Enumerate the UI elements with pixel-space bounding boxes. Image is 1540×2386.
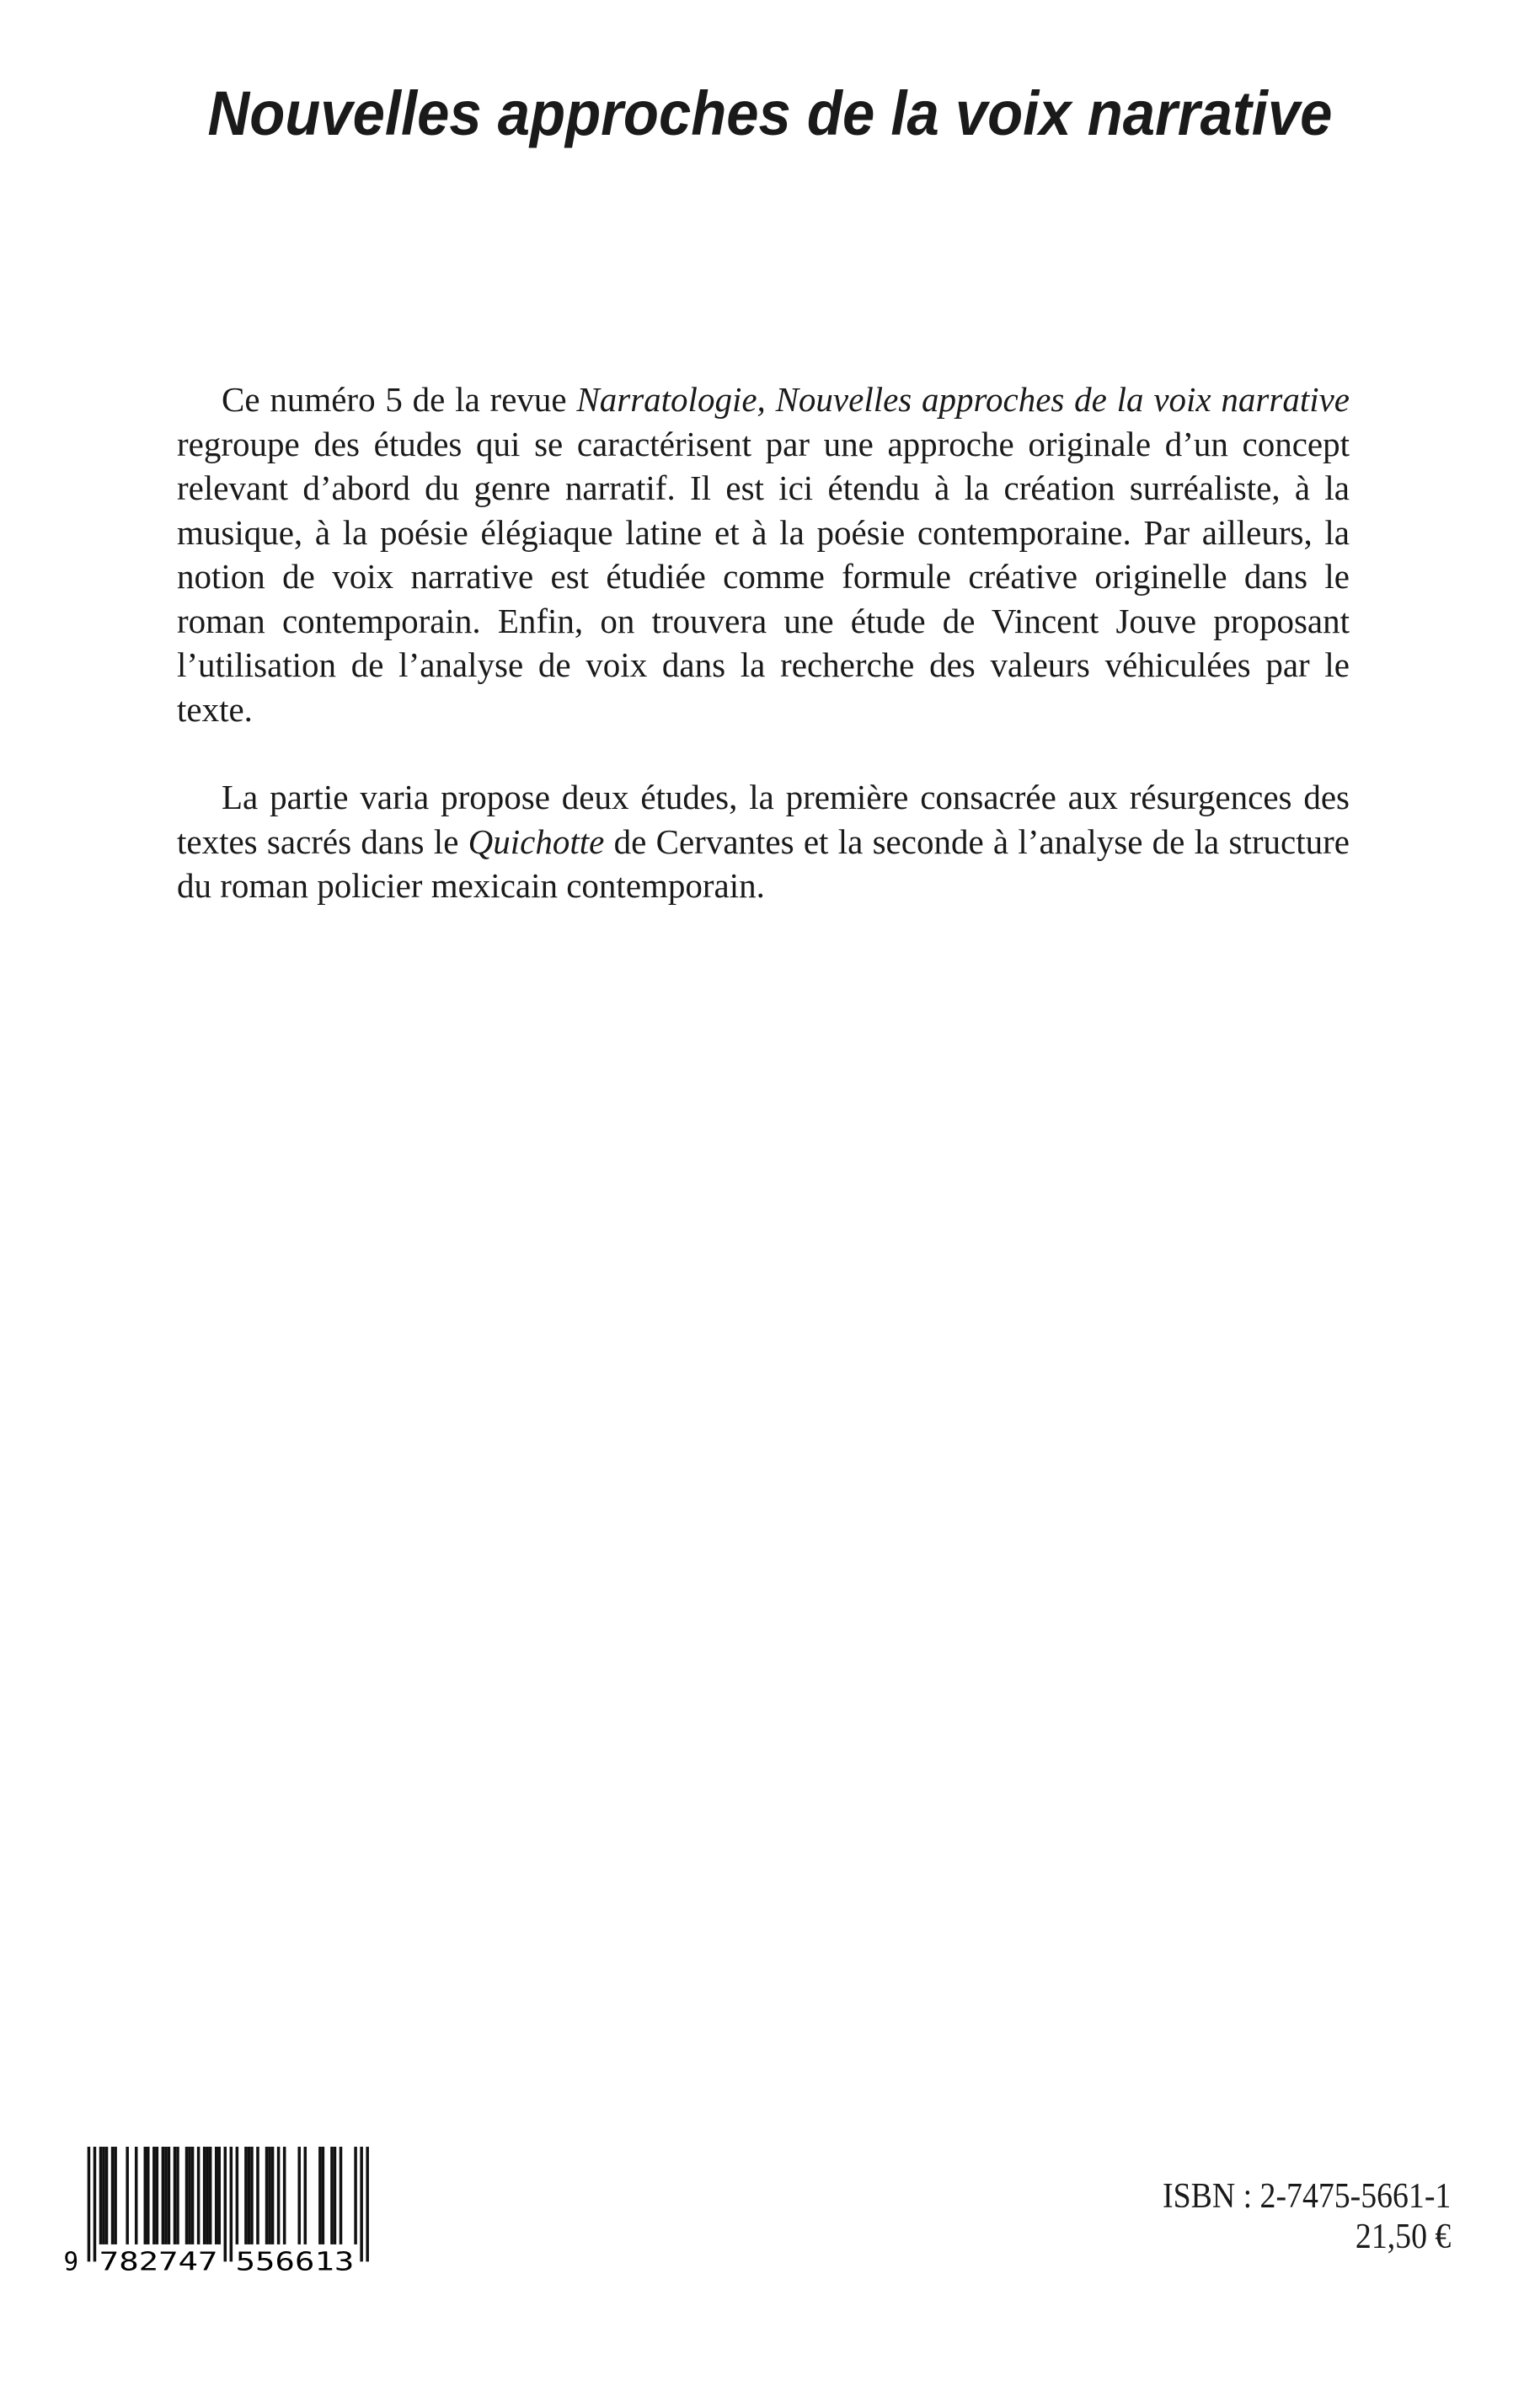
barcode-bar	[248, 2147, 251, 2244]
paragraph-1	[177, 377, 1350, 731]
book-title: Nouvelles approches de la voix narrative	[207, 78, 1333, 148]
barcode-bar	[206, 2147, 209, 2244]
barcode-bar	[203, 2147, 206, 2244]
text: La partie varia propose deux études, la première consacrée aux résurgences des textes sacrés dans le	[177, 778, 1350, 861]
barcode-digits: 556613	[235, 2247, 355, 2273]
barcode-bar	[144, 2147, 147, 2244]
barcode-digits: 9	[63, 2247, 79, 2273]
barcode-bar	[168, 2147, 171, 2244]
barcode-bar	[215, 2147, 218, 2244]
barcode-bar	[268, 2147, 271, 2244]
barcode-bar	[174, 2147, 177, 2244]
barcode-bar	[176, 2147, 179, 2244]
barcode-bar	[277, 2147, 281, 2244]
barcode-bar	[283, 2147, 286, 2244]
barcode-bar	[191, 2147, 195, 2244]
work-title: Quichotte	[468, 821, 605, 861]
barcode-bar	[209, 2147, 212, 2244]
paragraph-2	[177, 775, 1350, 908]
barcode-bar	[304, 2147, 307, 2244]
barcode-bar	[318, 2147, 322, 2244]
barcode-bar	[334, 2147, 337, 2244]
barcode-bar	[164, 2147, 168, 2244]
barcode-bar	[147, 2147, 150, 2244]
barcode-bar	[256, 2147, 259, 2244]
barcode-bar	[152, 2147, 156, 2244]
barcode-bar	[265, 2147, 269, 2244]
barcode-bar	[197, 2147, 201, 2244]
barcode-bar	[297, 2147, 301, 2244]
barcode	[61, 2147, 381, 2273]
isbn-block	[1163, 2176, 1451, 2257]
barcode-bar	[88, 2147, 91, 2261]
barcode-bar	[135, 2147, 138, 2244]
barcode-bar	[188, 2147, 191, 2244]
barcode-bar	[250, 2147, 254, 2244]
barcode-bar	[111, 2147, 115, 2244]
barcode-bar	[230, 2147, 233, 2261]
barcode-bar	[224, 2147, 227, 2261]
price: 21,50 €	[1355, 2217, 1451, 2256]
barcode-bar	[340, 2147, 343, 2244]
barcode-bar	[330, 2147, 334, 2244]
text: de Cervantes et la seconde à l’analyse de la structure du roman policier mexicain contemporain.	[177, 821, 1350, 905]
journal-title: Narratologie, Nouvelles approches de la voix narrative	[576, 380, 1350, 419]
barcode-digits: 782747	[99, 2247, 218, 2273]
text: Ce numéro 5 de la revue	[222, 380, 577, 419]
barcode-bar	[244, 2147, 248, 2244]
barcode-bar	[271, 2147, 275, 2244]
back-cover-text	[177, 377, 1350, 952]
barcode-bar	[99, 2147, 103, 2244]
barcode-bar	[322, 2147, 325, 2244]
barcode-bar	[217, 2147, 221, 2244]
barcode-bar	[236, 2147, 239, 2244]
barcode-bar	[366, 2147, 369, 2261]
barcode-bar	[102, 2147, 105, 2244]
barcode-bar	[94, 2147, 97, 2261]
barcode-bar	[354, 2147, 357, 2244]
isbn: ISBN : 2-7475-5661-1	[1162, 2177, 1451, 2216]
barcode-bar	[126, 2147, 129, 2244]
barcode-bar	[185, 2147, 189, 2244]
barcode-bar	[162, 2147, 165, 2244]
barcode-bar	[114, 2147, 117, 2244]
text: regroupe des études qui se caractérisent par une approche originale d’un concept relevant d’abord du genre narratif. Il est ici étendu à la création surréaliste, à la musique, à la poésie élégiaque latine et à la poésie contemporaine. Par ailleurs, la notion de voix narrative est étudiée comme formule créative originelle dans le roman contemporain. Enfin, on trouvera une étude de Vincent Jouve proposant l’utilisation de l’analyse de voix dans la recherche des valeurs véhiculées par le texte.	[177, 424, 1350, 729]
barcode-bar	[105, 2147, 109, 2244]
barcode-bar	[360, 2147, 363, 2261]
barcode-bar	[156, 2147, 159, 2244]
